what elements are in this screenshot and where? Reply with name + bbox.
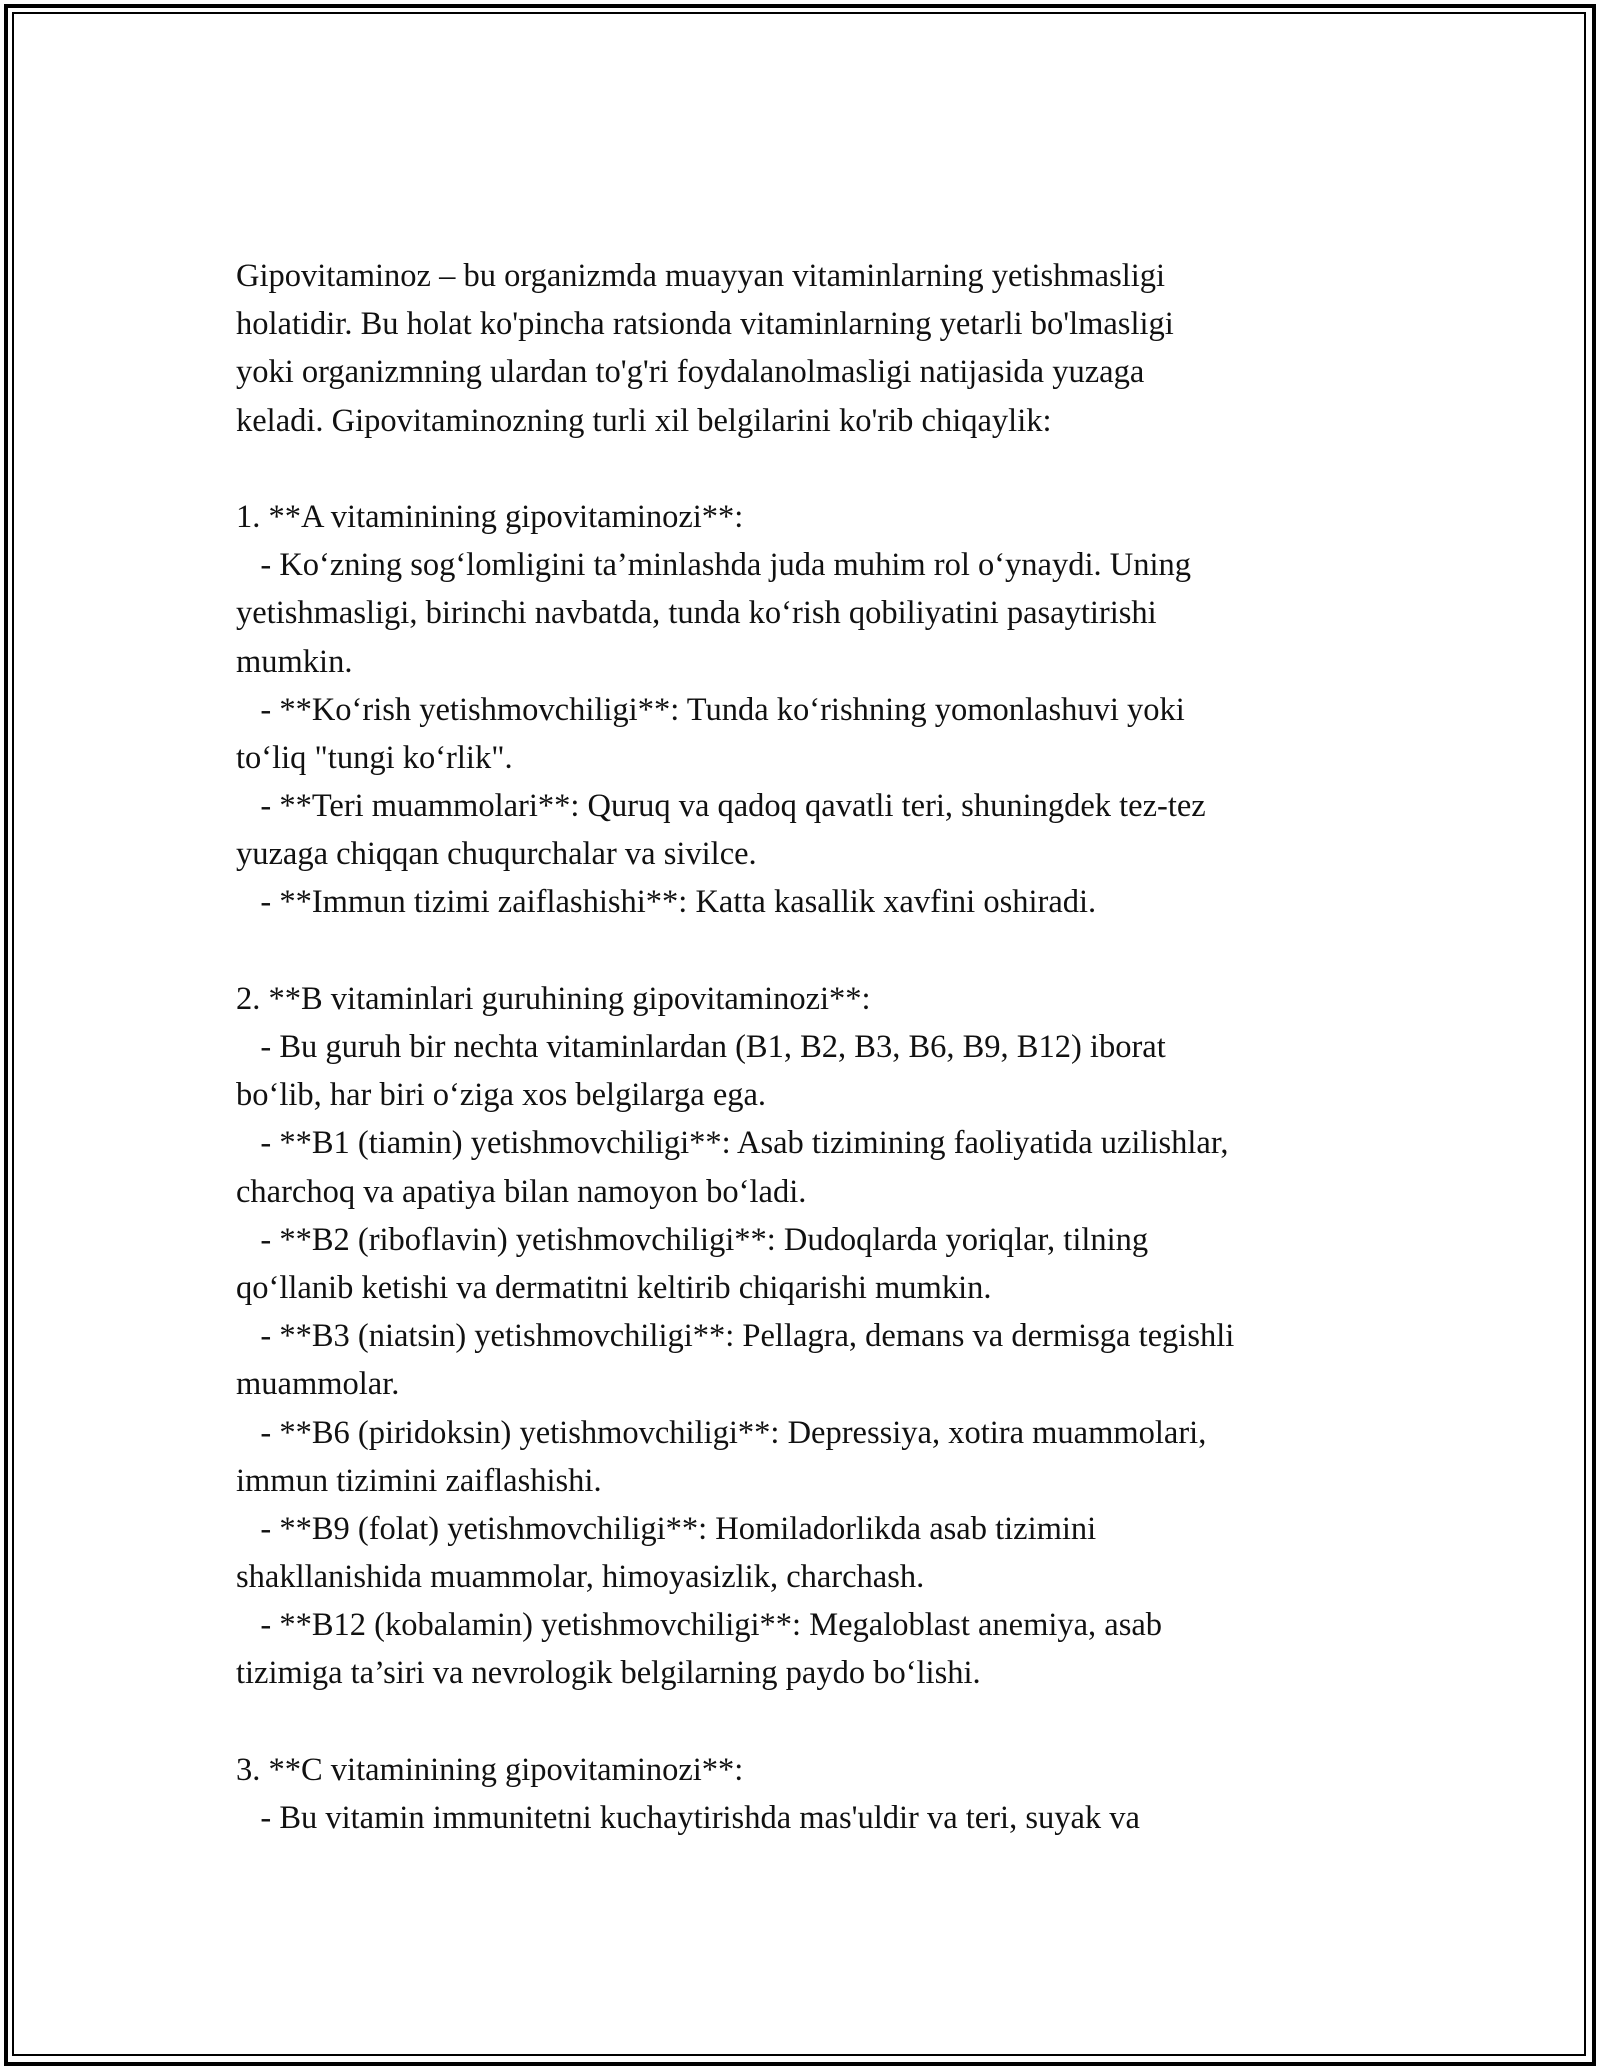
text-line: keladi. Gipovitaminozning turli xil belgilarini ko'rib chiqaylik: (236, 402, 1052, 439)
blank-line (236, 1698, 1386, 1746)
text-line: - Bu guruh bir nechta vitaminlardan (B1, B2, B3, B6, B9, B12) iborat (236, 1029, 1166, 1065)
text-line: - **B3 (niatsin) yetishmovchiligi**: Pellagra, demans va dermisga tegishli (236, 1318, 1235, 1355)
text-line: - **B9 (folat) yetishmovchiligi**: Homiladorlikda asab tizimini (236, 1510, 1097, 1547)
text-line: mumkin. (236, 643, 353, 680)
blank-line (236, 445, 1386, 493)
section-heading: 2. **B vitaminlari guruhining gipovitaminozi**: (236, 980, 871, 1017)
text-line: muammolar. (236, 1366, 400, 1403)
document-body (236, 252, 1386, 1842)
blank-line (236, 927, 1386, 975)
text-line: yoki organizmning ulardan to'g'ri foydalanolmasligi natijasida yuzaga (236, 354, 1145, 391)
text-line: - Ko‘zning sog‘lomligini ta’minlashda juda muhim rol o‘ynaydi. Uning (236, 547, 1192, 584)
text-line: bo‘lib, har biri o‘ziga xos belgilarga ega. (236, 1077, 767, 1114)
text-line: - **B1 (tiamin) yetishmovchiligi**: Asab tizimining faoliyatida uzilishlar, (236, 1125, 1229, 1162)
text-line: - **B2 (riboflavin) yetishmovchiligi**: Dudoqlarda yoriqlar, tilning (236, 1221, 1149, 1258)
text-line: Gipovitaminoz – bu organizmda muayyan vitaminlarning yetishmasligi (236, 258, 1166, 294)
text-line: - **B6 (piridoksin) yetishmovchiligi**: Depressiya, xotira muammolari, (236, 1414, 1207, 1451)
text-line: yetishmasligi, birinchi navbatda, tunda ko‘rish qobiliyatini pasaytirishi (236, 595, 1157, 632)
section-heading: 3. **C vitaminining gipovitaminozi**: (236, 1751, 744, 1788)
text-line: shakllanishida muammolar, himoyasizlik, charchash. (236, 1559, 925, 1596)
text-line: - **B12 (kobalamin) yetishmovchiligi**: Megaloblast anemiya, asab (236, 1607, 1163, 1644)
text-line: - **Immun tizimi zaiflashishi**: Katta kasallik xavfini oshiradi. (236, 884, 1097, 921)
text-line: - Bu vitamin immunitetni kuchaytirishda mas'uldir va teri, suyak va (236, 1800, 1140, 1836)
text-line: tizimiga ta’siri va nevrologik belgilarning paydo bo‘lishi. (236, 1655, 981, 1692)
text-line: holatidir. Bu holat ko'pincha ratsionda vitaminlarning yetarli bo'lmasligi (236, 306, 1174, 343)
text-line: immun tizimini zaiflashishi. (236, 1462, 602, 1499)
text-line: charchoq va apatiya bilan namoyon bo‘ladi. (236, 1173, 807, 1210)
text-line: - **Teri muammolari**: Quruq va qadoq qavatli teri, shuningdek tez-tez (236, 788, 1206, 825)
section-heading: 1. **A vitaminining gipovitaminozi**: (236, 498, 744, 535)
text-line: yuzaga chiqqan chuqurchalar va sivilce. (236, 836, 757, 873)
text-line: - **Ko‘rish yetishmovchiligi**: Tunda ko‘rishning yomonlashuvi yoki (236, 691, 1185, 728)
text-line: qo‘llanib ketishi va dermatitni keltirib chiqarishi mumkin. (236, 1269, 992, 1306)
text-line: to‘liq "tungi ko‘rlik". (236, 739, 513, 776)
